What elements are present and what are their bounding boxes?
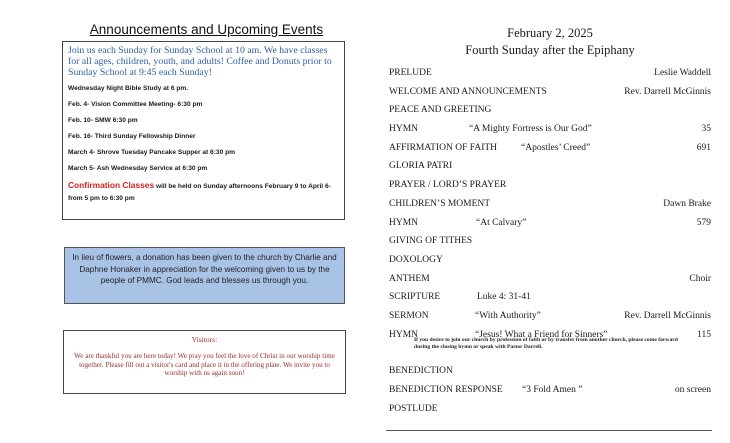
worship-row xyxy=(389,232,711,251)
worship-item-label: CHILDREN’S MOMENT xyxy=(389,198,491,209)
announcement-item: Feb. 16- Third Sunday Fellowship Dinner xyxy=(68,133,196,140)
worship-item-leader: Rev. Darrell McGinnis xyxy=(624,310,711,321)
worship-row xyxy=(389,251,711,270)
worship-item-title: “3 Fold Amen ” xyxy=(522,385,583,395)
worship-item-label: PRAYER / LORD’S PRAYER xyxy=(389,180,507,191)
worship-row xyxy=(389,288,711,307)
worship-item-leader: Rev. Darrell McGinnis xyxy=(624,86,711,97)
confirmation-classes-label: Confirmation Classes xyxy=(68,180,155,190)
worship-item-label: BENEDICTION RESPONSE xyxy=(389,385,503,395)
worship-item-label: DOXOLOGY xyxy=(389,254,443,265)
worship-item-label: AFFIRMATION OF FAITH xyxy=(389,142,498,153)
confirmation-classes-details: will be held on Sunday afternoons February 9 to April 6- from 5 pm to 6:30 pm xyxy=(68,183,331,202)
sermon-title: “With Authority” xyxy=(475,310,541,321)
announcement-item: Wednesday Night Bible Study at 6 pm. xyxy=(68,85,189,92)
announcement-item: Feb. 10- SMW 6:30 pm xyxy=(68,117,138,124)
worship-item-title: “At Calvary” xyxy=(476,217,527,228)
worship-row xyxy=(389,64,711,83)
worship-row xyxy=(389,270,711,289)
worship-item-title: “A Mighty Fortress is Our God” xyxy=(469,124,592,135)
worship-item-label: ANTHEM xyxy=(389,273,430,284)
worship-item-leader: on screen xyxy=(674,385,711,395)
worship-row xyxy=(389,195,711,214)
announcement-item: March 4- Shrove Tuesday Pancake Supper at 6:30 pm xyxy=(68,149,235,156)
worship-row xyxy=(389,362,711,381)
worship-item-label: POSTLUDE xyxy=(389,403,438,414)
worship-row xyxy=(389,381,711,400)
scripture-reference: Luke 4: 31-41 xyxy=(477,292,531,303)
announcement-item: March 5- Ash Wednesday Service at 6:30 pm xyxy=(68,165,208,172)
service-date: February 2, 2025 xyxy=(507,26,593,40)
worship-item-number: 691 xyxy=(696,142,711,153)
announcement-item: Feb. 4- Vision Committee Meeting- 6:30 pm xyxy=(68,101,203,108)
announcements-title: Announcements and Upcoming Events xyxy=(89,22,324,37)
worship-row xyxy=(389,307,711,326)
worship-item-label: PRELUDE xyxy=(389,68,432,78)
worship-row xyxy=(389,139,711,158)
worship-item-label: BENEDICTION xyxy=(389,366,453,377)
worship-item-label: HYMN xyxy=(389,124,419,135)
worship-item-label: SCRIPTURE xyxy=(389,292,441,303)
flowers-donation-box: In lieu of flowers, a donation has been given to the church by Charlie and Daphne Honaker in appreciation for the welcoming given to us by the people of PMMC. God leads and blesses us through you. xyxy=(64,247,345,304)
bottom-divider xyxy=(386,430,712,431)
worship-item-label: HYMN xyxy=(389,329,419,340)
worship-item-leader: Dawn Brake xyxy=(663,198,711,209)
worship-item-label: GLORIA PATRI xyxy=(389,161,453,172)
worship-item-label: HYMN xyxy=(389,217,419,228)
worship-row xyxy=(389,400,711,419)
worship-item-title: “Jesus! What a Friend for Sinners” xyxy=(475,329,608,340)
visitors-title: Visitors: xyxy=(191,335,218,344)
worship-item-label: GIVING OF TITHES xyxy=(389,236,473,247)
visitors-box xyxy=(63,330,346,394)
worship-item-title: “Apostles’ Creed” xyxy=(521,142,591,153)
worship-item-leader: Leslie Waddell xyxy=(654,68,711,78)
order-of-worship xyxy=(389,64,711,418)
worship-item-label: SERMON xyxy=(389,310,429,321)
membership-note: If you desire to join our church by profession of faith or by transfer from another church, please come forward during the closing hymn or speak with Pastor Darrell. xyxy=(414,337,678,350)
membership-note-row xyxy=(389,337,711,362)
worship-row xyxy=(389,157,711,176)
worship-row xyxy=(389,120,711,139)
worship-item-number: 115 xyxy=(697,329,711,340)
worship-row xyxy=(389,176,711,195)
worship-item-leader: Choir xyxy=(689,273,711,284)
worship-row xyxy=(389,83,711,102)
worship-item-label: WELCOME AND ANNOUNCEMENTS xyxy=(389,86,547,97)
sunday-school-intro: Join us each Sunday for Sunday School at 10 am. We have classes for all ages, children, youth, and adults! Coffee and Donuts prior to Sunday School at 9:45 each Sunday! xyxy=(68,45,332,78)
worship-item-label: PEACE AND GREETING xyxy=(389,105,492,116)
confirmation-classes-item xyxy=(68,179,339,205)
announcements-box xyxy=(62,41,345,220)
worship-item-number: 35 xyxy=(701,124,711,135)
worship-row xyxy=(389,101,711,120)
visitors-welcome-text: We are thankful you are here today! We pray you feel the love of Christ in our worship time together. Please fill out a visitor's card and place it in the offering plate. We invite you to worship with us again soon! xyxy=(74,352,335,378)
worship-row xyxy=(389,214,711,233)
liturgical-day: Fourth Sunday after the Epiphany xyxy=(465,43,635,57)
worship-item-number: 579 xyxy=(696,217,711,228)
